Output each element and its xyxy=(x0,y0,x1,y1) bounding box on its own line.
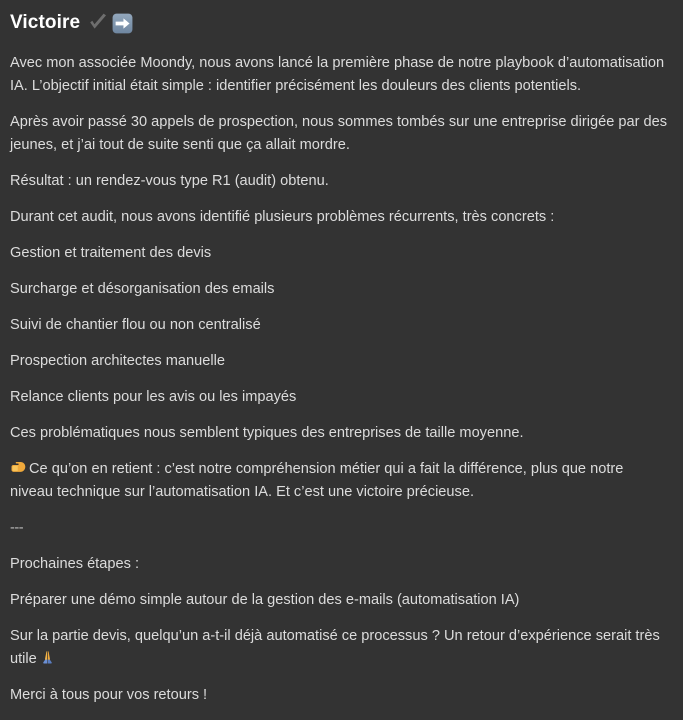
post-paragraph: Avec mon associée Moondy, nous avons lancé la première phase de notre playbook d’automatisation IA. L’objectif initial était simple : identifier précisément les douleurs des clients potentiels. xyxy=(10,55,665,94)
post-paragraph-takeaway xyxy=(10,458,670,504)
list-item: Relance clients pour les avis ou les impayés xyxy=(10,389,297,405)
post-paragraph: Après avoir passé 30 appels de prospection, nous sommes tombés sur une entreprise dirigée par des jeunes, et j’ai tout de suite senti que ça allait mordre. xyxy=(10,114,668,153)
folded-hands-emoji xyxy=(39,649,56,666)
post-paragraph: Durant cet audit, nous avons identifié plusieurs problèmes récurrents, très concrets : xyxy=(10,209,555,225)
takeaway-text: Ce qu’on en retient : c’est notre compréhension métier qui a fait la différence, plus que notre niveau technique sur l’automatisation IA. Et c’est une victoire précieuse. xyxy=(10,461,624,500)
right-arrow-icon xyxy=(112,13,133,34)
check-mark-emoji xyxy=(87,12,109,34)
pointing-right-emoji xyxy=(10,459,27,476)
list-item: Gestion et traitement des devis xyxy=(10,245,212,261)
post-paragraph-question xyxy=(10,625,670,671)
post-body xyxy=(10,52,671,707)
post-paragraph: Résultat : un rendez-vous type R1 (audit) obtenu. xyxy=(10,173,329,189)
next-steps-heading: Prochaines étapes : xyxy=(10,556,139,572)
post-paragraph: Ces problématiques nous semblent typiques des entreprises de taille moyenne. xyxy=(10,425,524,441)
list-item: Suivi de chantier flou ou non centralisé xyxy=(10,317,261,333)
question-text: Sur la partie devis, quelqu’un a-t-il déjà automatisé ce processus ? Un retour d’expérience serait très utile xyxy=(10,628,660,667)
post-paragraph: Merci à tous pour vos retours ! xyxy=(10,687,208,703)
divider-text: --- xyxy=(10,520,24,536)
page-title xyxy=(10,8,671,38)
post-title-text: Victoire xyxy=(10,12,81,33)
next-step-item: Préparer une démo simple autour de la gestion des e-mails (automatisation IA) xyxy=(10,592,520,608)
list-item: Prospection architectes manuelle xyxy=(10,353,225,369)
list-item: Surcharge et désorganisation des emails xyxy=(10,281,275,297)
